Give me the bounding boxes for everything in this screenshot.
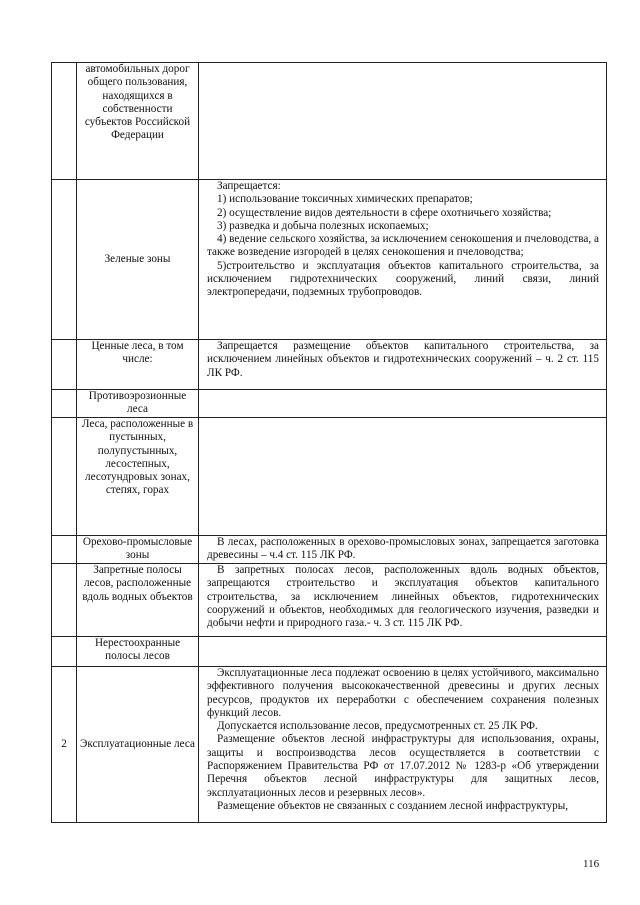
description-cell: [199, 340, 607, 390]
table-row: [52, 390, 607, 418]
table-row: [52, 667, 607, 823]
row-number-cell: [52, 63, 77, 180]
paragraph: Эксплуатационные леса подлежат освоению в целях устойчивого, максимально эффективного получения высококачественной древесины и других лесных ресурсов, продуктов их переработки с обеспечением сохранения полезных функций лесов.: [207, 667, 599, 719]
description-cell: [199, 180, 607, 340]
paragraph: В лесах, расположенных в орехово-промысловых зонах, запрещается заготовка древесины – ч.4 ст. 115 ЛК РФ.: [207, 536, 599, 562]
description-cell: [199, 418, 607, 536]
description-cell: [199, 637, 607, 667]
paragraph: Запрещается размещение объектов капитального строительства, за исключением линейных объектов и гидротехнических сооружений – ч. 2 ст. 115 ЛК РФ.: [207, 340, 599, 379]
category-cell: Ценные леса, в том числе:: [77, 340, 199, 390]
paragraph: Размещение объектов не связанных с созданием лесной инфраструктуры,: [217, 799, 569, 812]
row-number-cell: [52, 637, 77, 667]
row-number-cell: [52, 418, 77, 536]
table-row: [52, 418, 607, 536]
description-cell: [199, 63, 607, 180]
row-number-cell: [52, 390, 77, 418]
row-number-cell: [52, 536, 77, 564]
category-cell: Орехово-промысловые зоны: [77, 536, 199, 564]
paragraph: 3) разведка и добыча полезных ископаемых;: [217, 219, 429, 232]
table-row: [52, 63, 607, 180]
paragraph: Запрещается:: [217, 180, 281, 192]
row-number-cell: [52, 340, 77, 390]
category-cell: Противоэрозионные леса: [77, 390, 199, 418]
description-cell: [199, 667, 607, 823]
zoning-table: [51, 62, 607, 823]
description-cell: [199, 390, 607, 418]
table-row: [52, 340, 607, 390]
paragraph: В запретных полосах лесов, расположенных вдоль водных объектов, запрещаются строительство и эксплуатация объектов капитального строительства, за исключением линейных объектов, гидротехнических сооружений и объектов, необходимых для геологического изучения, разведки и добычи нефти и природного газа.- ч. 3 ст. 115 ЛК РФ.: [207, 564, 599, 630]
paragraph: Допускается использование лесов, предусмотренных ст. 25 ЛК РФ.: [217, 720, 538, 733]
table-row: [52, 180, 607, 340]
row-number-cell: [52, 180, 77, 340]
category-cell: Нерестоохранные полосы лесов: [77, 637, 199, 667]
paragraph: Размещение объектов лесной инфраструктуры для использования, охраны, защиты и воспроизводства лесов осуществляется в соответствии с Распоряжением Правительства РФ от 17.07.2012 № 1283-р «Об утверждении Перечня объектов лесной инфраструктуры для защитных лесов, эксплуатационных лесов и резервных лесов».: [207, 733, 599, 799]
table-row: [52, 536, 607, 564]
paragraph: 1) использование токсичных химических препаратов;: [217, 193, 473, 206]
paragraph: 5)строительство и эксплуатация объектов капитального строительства, за исключением гидротехнических сооружений, линий связи, линий электропередачи, подземных трубопроводов.: [207, 259, 599, 299]
category-cell: Леса, расположенные в пустынных, полупустынных, лесостепных, лесотундровых зонах, степях, горах: [77, 418, 199, 536]
table-row: [52, 637, 607, 667]
category-cell: автомобильных дорог общего пользования, находящихся в собственности субъектов Российской Федерации: [77, 63, 199, 180]
page-number: 116: [583, 858, 600, 870]
category-cell: Зеленые зоны: [77, 180, 199, 340]
paragraph: 2) осуществление видов деятельности в сфере охотничьего хозяйства;: [217, 206, 552, 219]
category-cell: Эксплуатационные леса: [77, 667, 199, 823]
category-cell: Запретные полосы лесов, расположенные вдоль водных объектов: [77, 564, 199, 637]
row-number-cell: 2: [52, 667, 77, 823]
description-cell: [199, 564, 607, 637]
row-number-cell: [52, 564, 77, 637]
paragraph: 4) ведение сельского хозяйства, за исключением сенокошения и пчеловодства, а также возведение изгородей в целях сенокошения и пчеловодства;: [207, 233, 599, 259]
table-row: [52, 564, 607, 637]
description-cell: [199, 536, 607, 564]
